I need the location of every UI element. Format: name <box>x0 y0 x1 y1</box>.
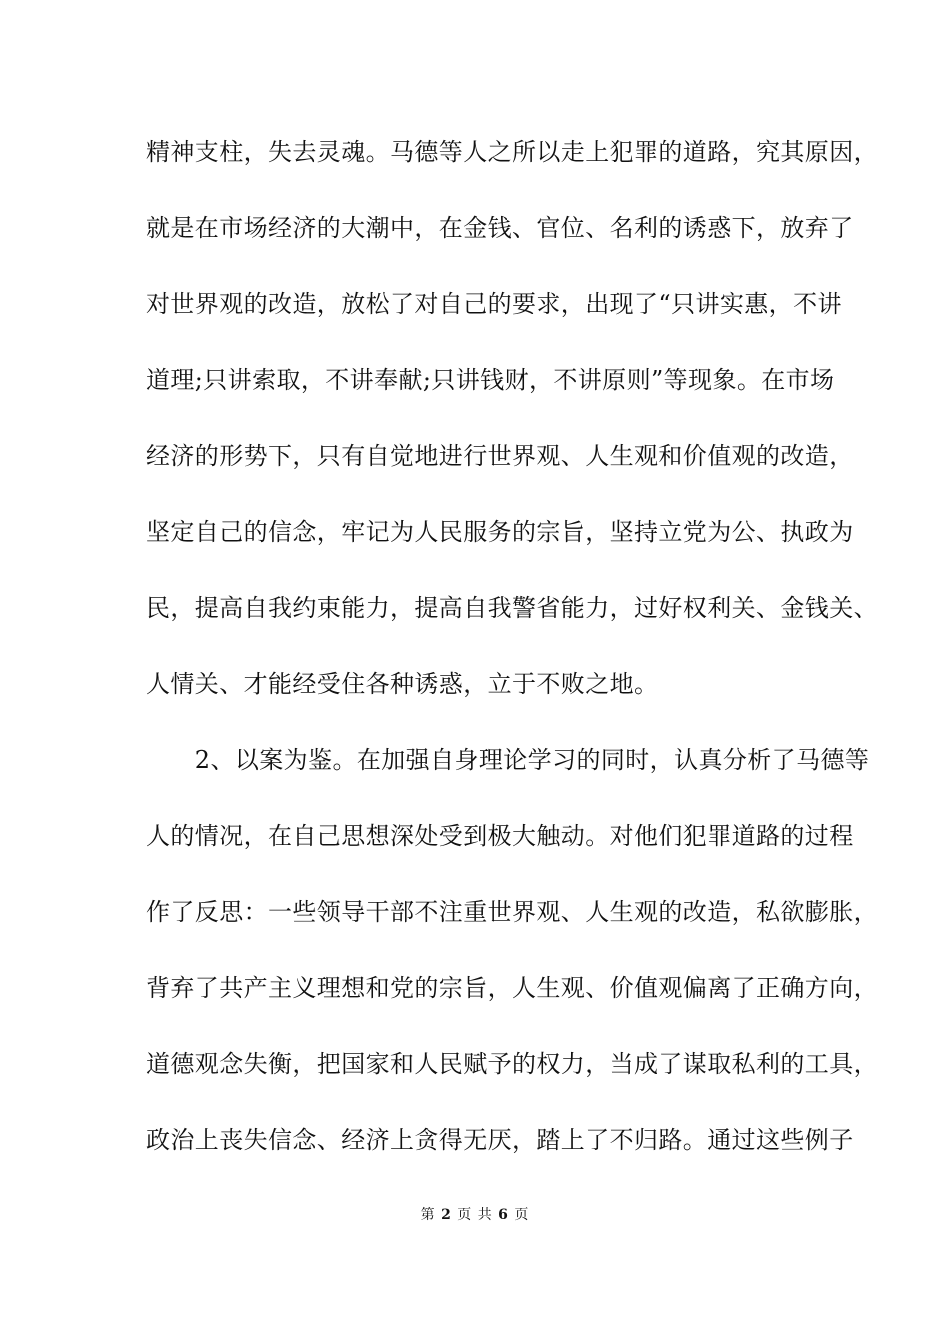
text-line: 2、以案为鉴。在加强自身理论学习的同时，认真分析了马德等 <box>146 746 870 774</box>
text-line: 就是在市场经济的大潮中，在金钱、官位、名利的诱惑下，放弃了 <box>146 214 854 242</box>
total-pages-number: 6 <box>498 1207 509 1223</box>
footer-middle: 页 共 <box>457 1207 493 1223</box>
text-line: 道理;只讲索取，不讲奉献;只讲钱财，不讲原则”等现象。在市场 <box>146 366 835 394</box>
text-line: 坚定自己的信念，牢记为人民服务的宗旨，坚持立党为公、执政为 <box>146 518 854 546</box>
text-line: 人的情况，在自己思想深处受到极大触动。对他们犯罪道路的过程 <box>146 822 854 850</box>
text-line: 经济的形势下，只有自觉地进行世界观、人生观和价值观的改造， <box>146 442 854 470</box>
text-line: 背弃了共产主义理想和党的宗旨，人生观、价值观偏离了正确方向， <box>146 974 878 1002</box>
text-line: 精神支柱，失去灵魂。马德等人之所以走上犯罪的道路，究其原因， <box>146 138 878 166</box>
text-line: 作了反思：一些领导干部不注重世界观、人生观的改造，私欲膨胀， <box>146 898 878 926</box>
page-footer <box>0 1206 950 1224</box>
footer-prefix: 第 <box>420 1207 436 1223</box>
text-line: 对世界观的改造，放松了对自己的要求，出现了“只讲实惠，不讲 <box>146 290 842 318</box>
text-line: 民，提高自我约束能力，提高自我警省能力，过好权利关、金钱关、 <box>146 594 878 622</box>
text-line: 道德观念失衡，把国家和人民赋予的权力，当成了谋取私利的工具， <box>146 1050 878 1078</box>
footer-suffix: 页 <box>514 1207 530 1223</box>
text-line: 政治上丧失信念、经济上贪得无厌，踏上了不归路。通过这些例子 <box>146 1126 854 1154</box>
current-page-number: 2 <box>441 1207 452 1223</box>
text-line: 人情关、才能经受住各种诱惑，立于不败之地。 <box>146 670 659 698</box>
